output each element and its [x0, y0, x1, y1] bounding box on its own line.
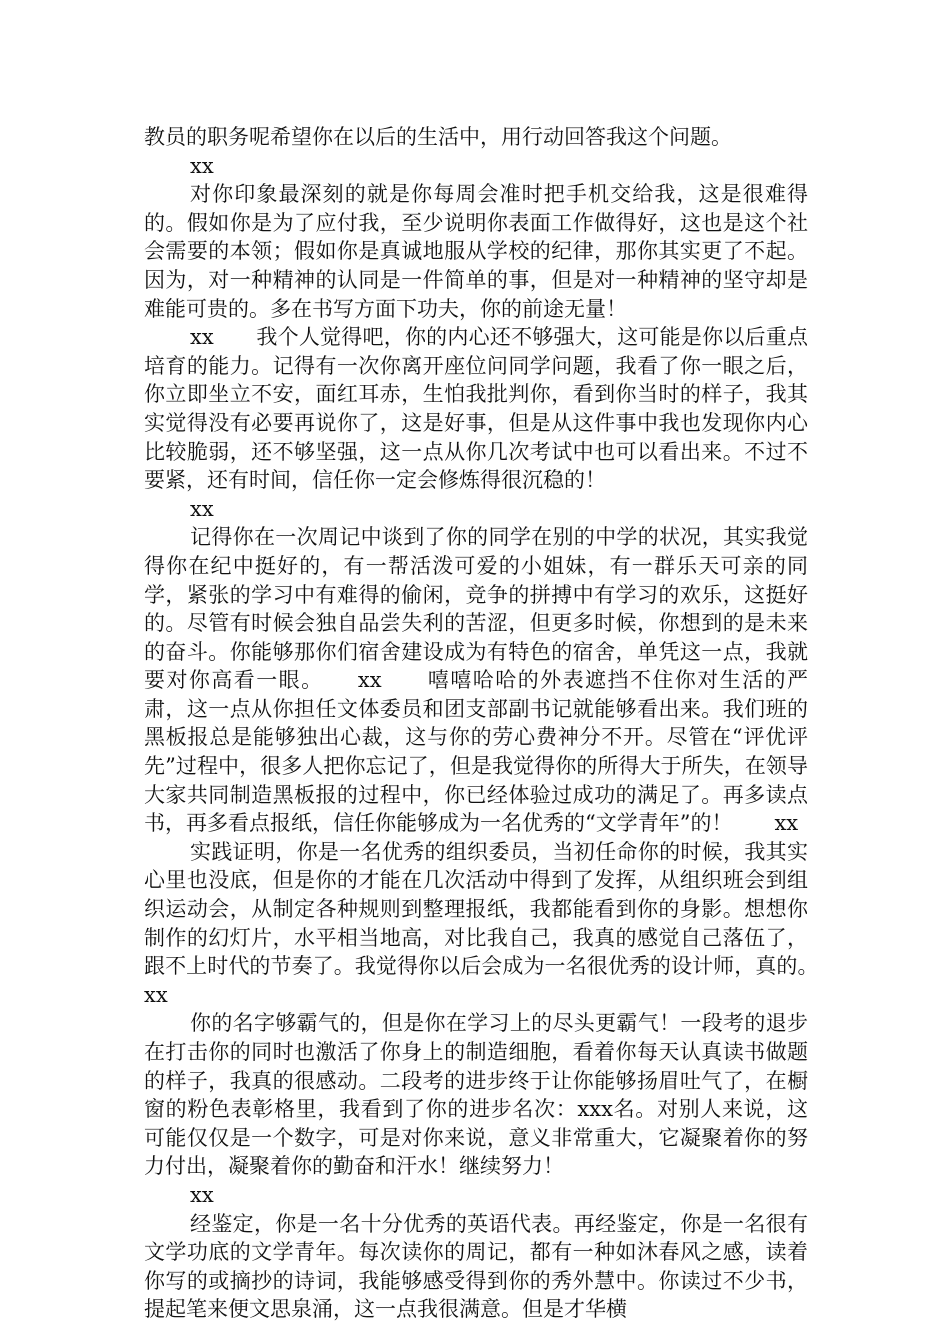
paragraph-8: 你的名字够霸气的，但是你在学习上的尽头更霸气！一段考的退步在打击你的同时也激活了你身上的制造细胞，看着你每天认真读书做题的样子，我真的很感动。二段考的进步终于让你能够扬眉吐气了，在橱窗的粉色表彰格里，我看到了你的进步名次：xxx名。对别人来说，这可能仅仅是一个数字，可是对你来说，意义非常重大，它凝聚着你的努力付出，凝聚着你的勤奋和汗水！继续努力！: [144, 1011, 808, 1179]
paragraph-7: 实践证明，你是一名优秀的组织委员，当初任命你的时候，我其实心里也没底，但是你的才能在几次活动中得到了发挥，从组织班会到组织运动会，从制定各种规则到整理报纸，我都能看到你的身影。想想你制作的幻灯片，水平相当地高，对比我自己，我真的感觉自己落伍了，跟不上时代的节奏了。我觉得你以后会成为一名很优秀的设计师，真的。 xx: [144, 839, 850, 1007]
document-body: [144, 123, 850, 1324]
paragraph-10: 经鉴定，你是一名十分优秀的英语代表。再经鉴定，你是一名很有文学功底的文学青年。每次读你的周记，都有一种如沐春风之感，读着你写的或摘抄的诗词，我能够感受得到你的秀外慧中。你读过不少书，提起笔来便文思泉涌，这一点我很满意。但是才华横: [144, 1211, 808, 1322]
paragraph-4: xx 我个人觉得吧，你的内心还不够强大，这可能是你以后重点培育的能力。记得有一次你离开座位问同学问题，我看了你一眼之后，你立即坐立不安，面红耳赤，生怕我批判你，看到你当时的样子，我其实觉得没有必要再说你了，这是好事，但是从这件事中我也发现你内心比较脆弱，还不够坚强，这一点从你几次考试中也可以看出来。不过不要紧，还有时间，信任你一定会修炼得很沉稳的！: [144, 325, 808, 493]
student-name-placeholder: xx: [190, 153, 214, 178]
paragraph-3: 对你印象最深刻的就是你每周会准时把手机交给我，这是很难得的。假如你是为了应付我，至少说明你表面工作做得好，这也是这个社会需要的本领；假如你是真诚地服从学校的纪律，那你其实更了不起。因为，对一种精神的认同是一件简单的事，但是对一种精神的坚守却是难能可贵的。多在书写方面下功夫，你的前途无量！: [144, 182, 808, 321]
student-name-placeholder: xx: [190, 1182, 214, 1207]
student-name-placeholder: xx: [190, 496, 214, 521]
paragraph-1: 教员的职务呢希望你在以后的生活中，用行动回答我这个问题。: [144, 125, 732, 149]
paragraph-6: 记得你在一次周记中谈到了你的同学在别的中学的状况，其实我觉得你在纪中挺好的，有一帮活泼可爱的小姐妹，有一群乐天可亲的同学，紧张的学习中有难得的偷闲，竞争的拼搏中有学习的欢乐，这挺好的。尽管有时候会独自品尝失利的苦涩，但更多时候，你想到的是未来的奋斗。你能够那你们宿舍建设成为有特色的宿舍，单凭这一点，我就要对你高看一眼。 xx 嘻嘻哈哈的外表遮挡不住你对生活的严肃，这一点从你担任文体委员和团支部副书记就能够看出来。我们班的黑板报总是能够独出心裁，这与你的劳心费神分不开。尽管在“评优评先”过程中，很多人把你忘记了，但是我觉得你的所得大于所失，在领导大家共同制造黑板报的过程中，你已经体验过成功的满足了。再多读点书，再多看点报纸，信任你能够成为一名优秀的“文学青年”的！ xx: [144, 525, 808, 836]
